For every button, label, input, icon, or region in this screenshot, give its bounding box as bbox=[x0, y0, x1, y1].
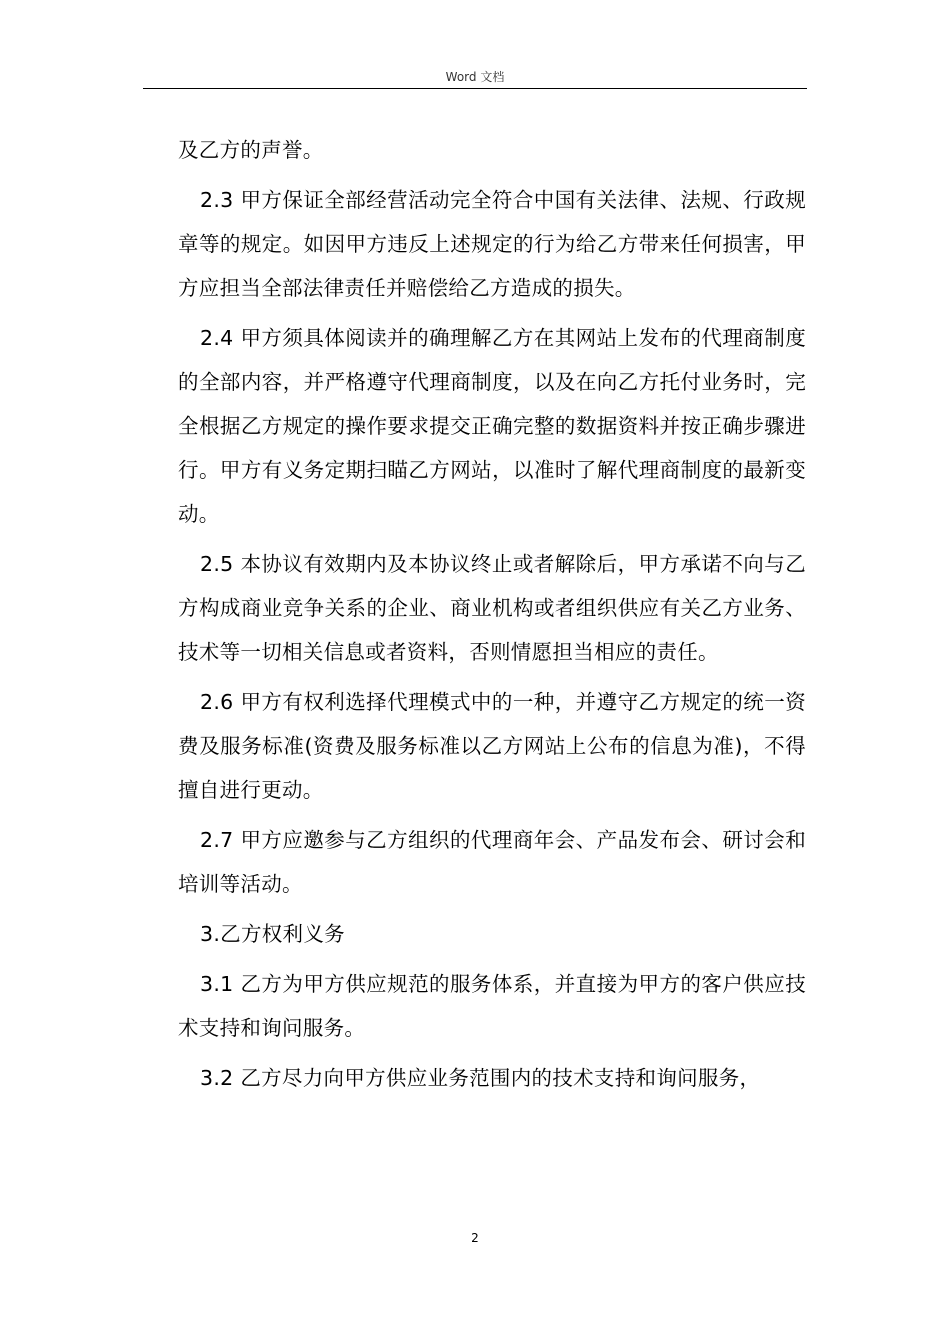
page-number: 2 bbox=[471, 1231, 479, 1245]
paragraph-2-6: 2.6 甲方有权利选择代理模式中的一种，并遵守乙方规定的统一资费及服务标准(资费及服务标准以乙方网站上公布的信息为准)，不得擅自进行更动。 bbox=[178, 690, 806, 802]
section-heading-3: 3.乙方权利义务 bbox=[200, 922, 345, 946]
paragraph-2-4: 2.4 甲方须具体阅读并的确理解乙方在其网站上发布的代理商制度的全部内容，并严格遵守代理商制度，以及在向乙方托付业务时，完全根据乙方规定的操作要求提交正确完整的数据资料并按正确步骤进行。甲方有义务定期扫瞄乙方网站，以准时了解代理商制度的最新变动。 bbox=[178, 326, 806, 526]
paragraph-2-7: 2.7 甲方应邀参与乙方组织的代理商年会、产品发布会、研讨会和培训等活动。 bbox=[178, 828, 806, 896]
paragraph-3-1: 3.1 乙方为甲方供应规范的服务体系，并直接为甲方的客户供应技术支持和询问服务。 bbox=[178, 972, 806, 1040]
paragraph-2-5: 2.5 本协议有效期内及本协议终止或者解除后，甲方承诺不向与乙方构成商业竞争关系的企业、商业机构或者组织供应有关乙方业务、技术等一切相关信息或者资料，否则情愿担当相应的责任。 bbox=[178, 552, 806, 664]
header-title: Word 文档 bbox=[445, 70, 505, 84]
paragraph-continuation: 及乙方的声誉。 bbox=[178, 138, 324, 162]
document-body bbox=[178, 128, 806, 1106]
paragraph-3-2: 3.2 乙方尽力向甲方供应业务范围内的技术支持和询问服务， bbox=[200, 1066, 761, 1090]
page-header bbox=[143, 66, 807, 89]
paragraph-2-3: 2.3 甲方保证全部经营活动完全符合中国有关法律、法规、行政规章等的规定。如因甲方违反上述规定的行为给乙方带来任何损害，甲方应担当全部法律责任并赔偿给乙方造成的损失。 bbox=[178, 188, 806, 300]
